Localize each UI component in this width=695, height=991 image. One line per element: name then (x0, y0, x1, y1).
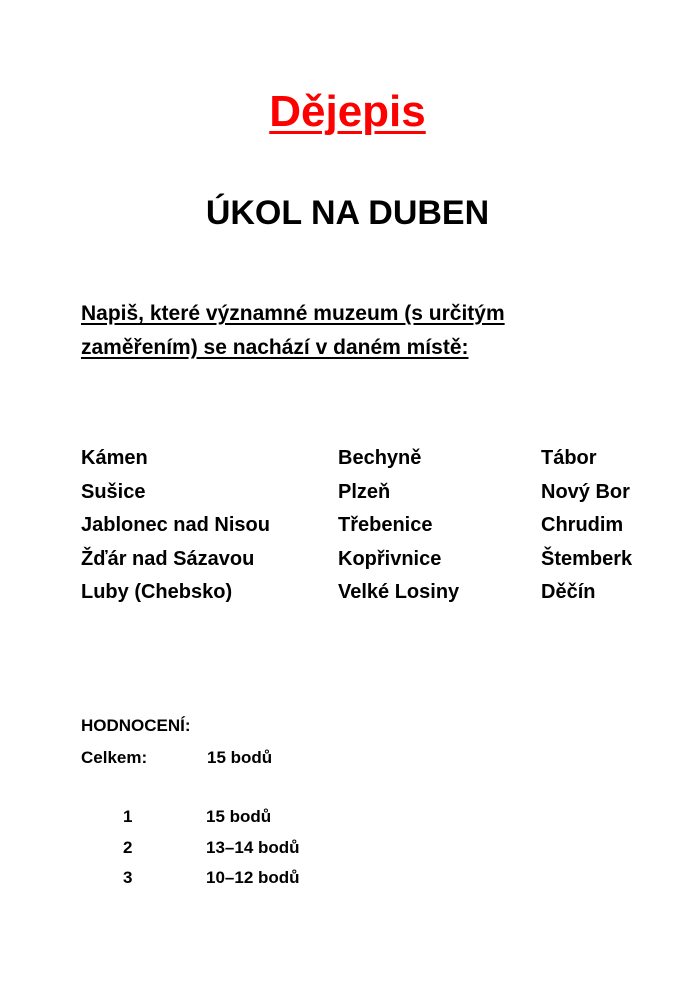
grade-number: 1 (123, 807, 133, 826)
place-item: Tábor (541, 447, 597, 469)
grade-number: 3 (123, 868, 133, 887)
place-item: Nový Bor (541, 480, 630, 503)
grade-points: 15 bodů (206, 807, 272, 826)
place-item: Kopřivnice (338, 547, 442, 570)
place-item: Děčín (541, 581, 596, 603)
places-column-1 (81, 444, 270, 612)
places-column-3 (541, 444, 632, 612)
grading-scale (0, 807, 695, 899)
place-item: Jablonec nad Nisou (81, 514, 270, 536)
place-item: Chrudim (541, 514, 624, 536)
evaluation-heading: HODNOCENÍ: (81, 716, 191, 735)
place-item: Třebenice (338, 514, 433, 536)
place-item: Velké Losiny (338, 581, 460, 603)
assignment-instruction: Napiš, které významné muzeum (s určitým zaměřením) se nachází v daném místě: (81, 302, 505, 359)
grade-row (0, 807, 695, 838)
grade-points: 13–14 bodů (206, 837, 300, 857)
places-column-2 (338, 444, 459, 612)
total-label: Celkem: (81, 748, 148, 767)
grade-number: 2 (123, 837, 133, 857)
place-item: Luby (Chebsko) (81, 581, 233, 603)
grade-points: 10–12 bodů (206, 868, 300, 887)
place-item: Bechyně (338, 447, 422, 469)
total-value: 15 bodů (207, 748, 273, 767)
place-item: Plzeň (338, 480, 391, 503)
place-item: Sušice (81, 480, 146, 503)
grade-row (0, 868, 695, 899)
assignment-subtitle: ÚKOL NA DUBEN (205, 194, 490, 232)
grade-row (0, 838, 695, 869)
page-title: Dějepis (269, 87, 426, 136)
place-item: Štemberk (541, 547, 633, 570)
place-item: Kámen (81, 447, 148, 469)
place-item: Žďár nad Sázavou (81, 547, 255, 570)
